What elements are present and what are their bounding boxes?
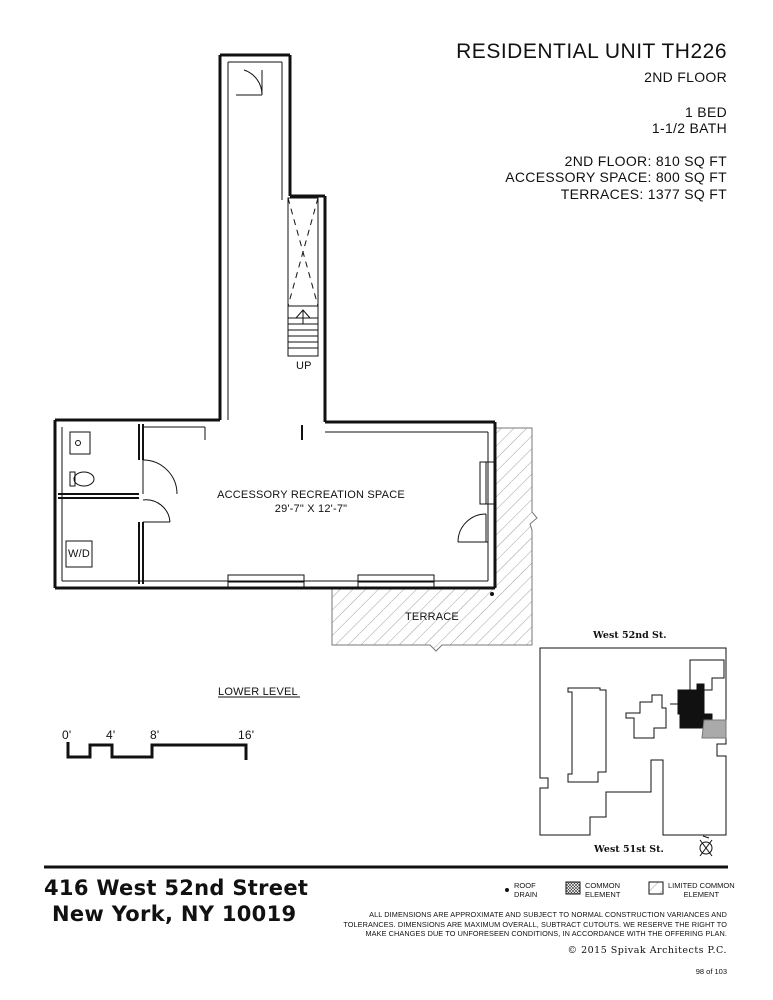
copyright: © 2015 Spivak Architects P.C. bbox=[567, 945, 727, 956]
floor-label: 2ND FLOOR bbox=[644, 69, 727, 85]
accessory-area: ACCESSORY SPACE: 800 SQ FT bbox=[505, 169, 727, 185]
floor-area: 2ND FLOOR: 810 SQ FT bbox=[564, 153, 727, 169]
legend-common-element: COMMON ELEMENT bbox=[585, 881, 621, 899]
bath-door bbox=[143, 460, 177, 522]
wd-label: W/D bbox=[68, 548, 90, 560]
address-line-1: 416 West 52nd Street bbox=[44, 876, 309, 900]
terrace-label: TERRACE bbox=[405, 611, 459, 623]
key-plan bbox=[540, 648, 726, 835]
stair bbox=[288, 198, 318, 356]
south-street-label: West 51st St. bbox=[594, 844, 664, 855]
right-openings bbox=[458, 462, 494, 542]
roof-drain-icon bbox=[505, 888, 509, 892]
lower-level-label: LOWER LEVEL bbox=[218, 686, 298, 698]
room-dimensions: 29'-7" X 12'-7" bbox=[274, 503, 348, 515]
room-name: ACCESSORY RECREATION SPACE bbox=[217, 489, 405, 501]
scale-tick: 8' bbox=[150, 728, 160, 742]
legend-roof-drain: ROOF DRAIN bbox=[514, 881, 538, 899]
stair-label: UP bbox=[296, 360, 312, 372]
terrace-area: TERRACES: 1377 SQ FT bbox=[560, 186, 727, 202]
interior-walls bbox=[58, 424, 143, 584]
sink bbox=[70, 432, 90, 454]
unit-title: RESIDENTIAL UNIT TH226 bbox=[456, 40, 727, 63]
disclaimer: ALL DIMENSIONS ARE APPROXIMATE AND SUBJECT TO NORMAL CONSTRUCTION VARIANCES AND TOLERANCES. DIMENSIONS ARE MAXIMUM OVERALL, SUBTRACT CUTOUTS. WE RESERVE THE RIGHT TO MAKE CHANGES DUE TO UNFORESEEN CONDITIONS, IN ACCORDANCE WITH THE OFFERING PLAN. bbox=[343, 910, 727, 939]
legend-limited-common: LIMITED COMMON ELEMENT bbox=[668, 881, 735, 899]
bath-count: 1-1/2 BATH bbox=[651, 120, 727, 136]
scale-tick: 0' bbox=[62, 728, 72, 742]
north-arrow-icon bbox=[700, 836, 712, 856]
common-element-icon bbox=[566, 882, 580, 894]
scale-tick: 16' bbox=[238, 728, 255, 742]
north-street-label: West 52nd St. bbox=[593, 630, 667, 641]
door-swing-top bbox=[236, 70, 262, 95]
scale-tick: 4' bbox=[106, 728, 116, 742]
bed-count: 1 BED bbox=[685, 104, 727, 120]
scale-bar bbox=[68, 742, 246, 760]
page-number: 98 of 103 bbox=[695, 967, 727, 976]
roof-drain-mark bbox=[490, 592, 494, 596]
limited-common-icon bbox=[649, 882, 663, 894]
address-line-2: New York, NY 10019 bbox=[52, 902, 297, 926]
toilet bbox=[70, 472, 94, 486]
